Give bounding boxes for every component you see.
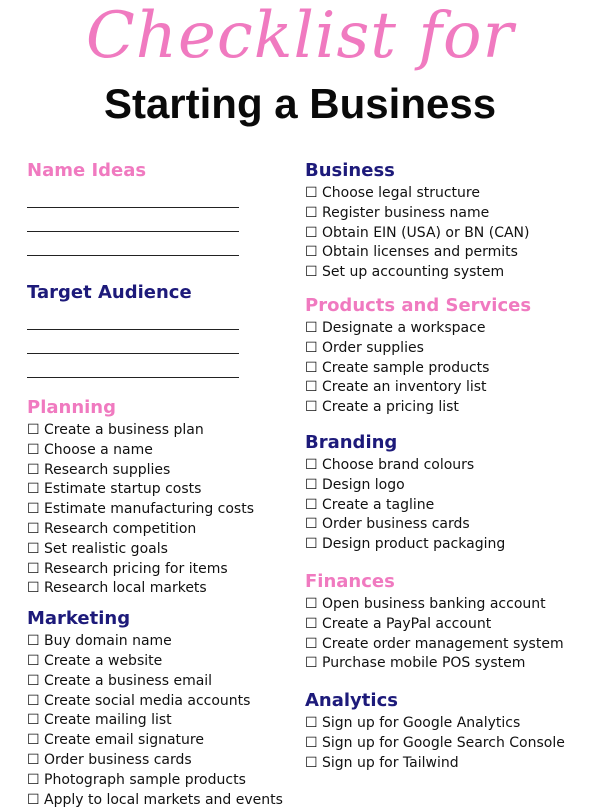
checkbox-icon[interactable]: ☐ (305, 615, 318, 632)
checklist-item[interactable] (27, 540, 295, 560)
checklist-item-label: Open business banking account (322, 595, 546, 612)
checklist-item-label: Design logo (322, 476, 405, 493)
checkbox-icon[interactable]: ☐ (305, 715, 318, 732)
section-heading: Target Audience (27, 282, 192, 303)
checkbox-icon[interactable]: ☐ (305, 595, 318, 612)
checkbox-icon[interactable]: ☐ (305, 655, 318, 672)
checklist-item[interactable] (305, 243, 597, 263)
checklist-item-label: Obtain EIN (USA) or BN (CAN) (322, 224, 530, 241)
checklist-item[interactable] (27, 652, 295, 672)
checkbox-icon[interactable]: ☐ (27, 481, 40, 498)
checklist-item-label: Create a pricing list (322, 399, 459, 416)
checklist-item[interactable] (305, 184, 597, 204)
checkbox-icon[interactable]: ☐ (27, 501, 40, 518)
checkbox-icon[interactable]: ☐ (27, 441, 40, 458)
section-finances (305, 569, 597, 674)
checkbox-icon[interactable]: ☐ (305, 185, 318, 201)
section-marketing (27, 606, 295, 810)
checkbox-icon[interactable]: ☐ (305, 476, 318, 493)
checklist-item-label: Estimate startup costs (44, 481, 202, 498)
checkbox-icon[interactable]: ☐ (27, 540, 40, 557)
write-in-line (27, 354, 239, 378)
checklist-item[interactable] (27, 480, 295, 500)
checklist-item[interactable] (27, 731, 295, 751)
checkbox-icon[interactable]: ☐ (27, 652, 40, 669)
checklist-item[interactable] (27, 421, 295, 441)
write-in-line (27, 306, 239, 330)
section-heading: Planning (27, 397, 117, 418)
checklist-item[interactable] (305, 714, 597, 734)
checklist-item[interactable] (305, 378, 597, 398)
section-planning (27, 395, 295, 599)
checklist-item-label: Set realistic goals (44, 540, 168, 557)
section-heading: Name Ideas (27, 160, 147, 181)
checklist-item-label: Sign up for Tailwind (322, 754, 459, 771)
checklist-item[interactable] (305, 635, 597, 655)
checklist (305, 319, 597, 418)
section-heading: Finances (305, 570, 395, 592)
checklist-item-label: Order supplies (322, 339, 424, 356)
checklist-item[interactable] (305, 615, 597, 635)
checklist-item-label: Research supplies (44, 461, 171, 478)
checklist-item-label: Sign up for Google Search Console (322, 734, 565, 751)
section-heading: Branding (305, 431, 398, 453)
checklist-item-label: Set up accounting system (322, 264, 505, 281)
checkbox-icon[interactable]: ☐ (27, 520, 40, 537)
checklist-item[interactable] (27, 791, 295, 810)
checklist-item-label: Create email signature (44, 732, 204, 749)
section-heading: Analytics (305, 690, 398, 712)
checklist-item[interactable] (305, 496, 597, 516)
checklist-item[interactable] (27, 711, 295, 731)
checkbox-icon[interactable]: ☐ (27, 771, 40, 788)
checklist-item-label: Sign up for Google Analytics (322, 715, 521, 732)
checkbox-icon[interactable]: ☐ (305, 244, 318, 261)
checkbox-icon[interactable]: ☐ (305, 359, 318, 376)
checkbox-icon[interactable]: ☐ (305, 536, 318, 553)
checklist-item-label: Order business cards (44, 751, 192, 768)
checklist-item-label: Purchase mobile POS system (322, 655, 526, 672)
checkbox-icon[interactable]: ☐ (305, 224, 318, 241)
section-analytics (305, 688, 597, 773)
checkbox-icon[interactable]: ☐ (305, 516, 318, 533)
checklist (305, 595, 597, 674)
section-heading: Business (305, 160, 395, 181)
checklist-item[interactable] (27, 672, 295, 692)
checklist-item[interactable] (305, 339, 597, 359)
checklist (305, 714, 597, 773)
write-in-line (27, 208, 239, 232)
checklist-item[interactable] (27, 441, 295, 461)
section-target-audience (27, 280, 295, 378)
checklist-item-label: Choose legal structure (322, 185, 480, 201)
checklist-item[interactable] (305, 319, 597, 339)
section-heading: Products and Services (305, 294, 532, 316)
write-in-line (27, 330, 239, 354)
checklist-item-label: Create social media accounts (44, 692, 251, 709)
checkbox-icon[interactable]: ☐ (27, 791, 40, 808)
checklist-item-label: Create a tagline (322, 496, 435, 513)
checklist (305, 184, 597, 283)
checkbox-icon[interactable]: ☐ (305, 456, 318, 473)
checkbox-icon[interactable]: ☐ (27, 461, 40, 478)
write-in-line (27, 184, 239, 208)
checklist-item[interactable] (305, 476, 597, 496)
checklist-item-label: Research local markets (44, 580, 207, 597)
checklist-item[interactable] (27, 579, 295, 599)
left-column (27, 158, 295, 810)
checkbox-icon[interactable]: ☐ (305, 264, 318, 281)
checkbox-icon[interactable]: ☐ (27, 712, 40, 729)
title-script: Checklist for (85, 0, 515, 73)
checkbox-icon[interactable]: ☐ (27, 751, 40, 768)
checkbox-icon[interactable]: ☐ (27, 560, 40, 577)
checklist-item[interactable] (27, 520, 295, 540)
checklist-item[interactable] (27, 692, 295, 712)
checklist-item-label: Designate a workspace (322, 319, 486, 336)
checkbox-icon[interactable]: ☐ (27, 633, 40, 650)
checklist-item[interactable] (305, 224, 597, 244)
checklist-item-label: Obtain licenses and permits (322, 244, 518, 261)
checklist-item[interactable] (305, 654, 597, 674)
checklist-item-label: Buy domain name (44, 633, 172, 650)
checklist-item-label: Create a PayPal account (322, 615, 492, 632)
checklist-item-label: Research competition (44, 520, 197, 537)
checkbox-icon[interactable]: ☐ (305, 734, 318, 751)
checklist-item-label: Create order management system (322, 635, 564, 652)
checklist-item[interactable] (305, 204, 597, 224)
right-column (305, 158, 597, 774)
checklist-item-label: Photograph sample products (44, 771, 246, 788)
checklist-item-label: Create sample products (322, 359, 490, 376)
checklist-item-label: Choose brand colours (322, 456, 475, 473)
section-heading: Marketing (27, 608, 131, 630)
checklist-item[interactable] (27, 771, 295, 791)
checklist-item[interactable] (27, 560, 295, 580)
checklist-item-label: Create a business plan (44, 422, 204, 438)
checklist-item-label: Apply to local markets and events (44, 791, 283, 808)
checkbox-icon[interactable]: ☐ (27, 672, 40, 689)
checklist-item-label: Design product packaging (322, 536, 506, 553)
checkbox-icon[interactable]: ☐ (305, 399, 318, 416)
checklist-item-label: Research pricing for items (44, 560, 228, 577)
checkbox-icon[interactable]: ☐ (305, 754, 318, 771)
checklist-item[interactable] (305, 754, 597, 774)
checklist-item-label: Create a website (44, 652, 163, 669)
checklist-item[interactable] (305, 734, 597, 754)
checkbox-icon[interactable]: ☐ (27, 692, 40, 709)
checklist-item-label: Register business name (322, 204, 490, 221)
checkbox-icon[interactable]: ☐ (305, 496, 318, 513)
checklist-item[interactable] (305, 398, 597, 418)
checklist (305, 456, 597, 555)
checklist-item[interactable] (305, 595, 597, 615)
checkbox-icon[interactable]: ☐ (305, 379, 318, 396)
checkbox-icon[interactable]: ☐ (305, 319, 318, 336)
section-products-and-services (305, 293, 597, 418)
checklist-item-label: Order business cards (322, 516, 470, 533)
section-name-ideas (27, 158, 295, 256)
checklist-item-label: Create a business email (44, 672, 213, 689)
section-business (305, 158, 597, 283)
checklist (27, 632, 295, 810)
checklist-item-label: Choose a name (44, 441, 153, 458)
checklist-item[interactable] (27, 751, 295, 771)
checklist-item[interactable] (305, 359, 597, 379)
section-branding (305, 430, 597, 555)
checkbox-icon[interactable]: ☐ (305, 204, 318, 221)
checklist-item[interactable] (305, 535, 597, 555)
checklist-item-label: Create mailing list (44, 712, 172, 729)
checkbox-icon[interactable]: ☐ (305, 339, 318, 356)
checklist-item-label: Estimate manufacturing costs (44, 501, 255, 518)
checkbox-icon[interactable]: ☐ (27, 422, 40, 438)
write-in-line (27, 232, 239, 256)
checklist (27, 421, 295, 599)
checkbox-icon[interactable]: ☐ (27, 732, 40, 749)
checklist-item[interactable] (27, 500, 295, 520)
checklist-item[interactable] (305, 515, 597, 535)
checklist-item-label: Create an inventory list (322, 379, 487, 396)
checklist-item[interactable] (305, 263, 597, 283)
checkbox-icon[interactable]: ☐ (305, 635, 318, 652)
page-title: Starting a Business (103, 80, 497, 127)
checklist-item[interactable] (305, 456, 597, 476)
checkbox-icon[interactable]: ☐ (27, 580, 40, 597)
checklist-item[interactable] (27, 461, 295, 481)
checklist-item[interactable] (27, 632, 295, 652)
